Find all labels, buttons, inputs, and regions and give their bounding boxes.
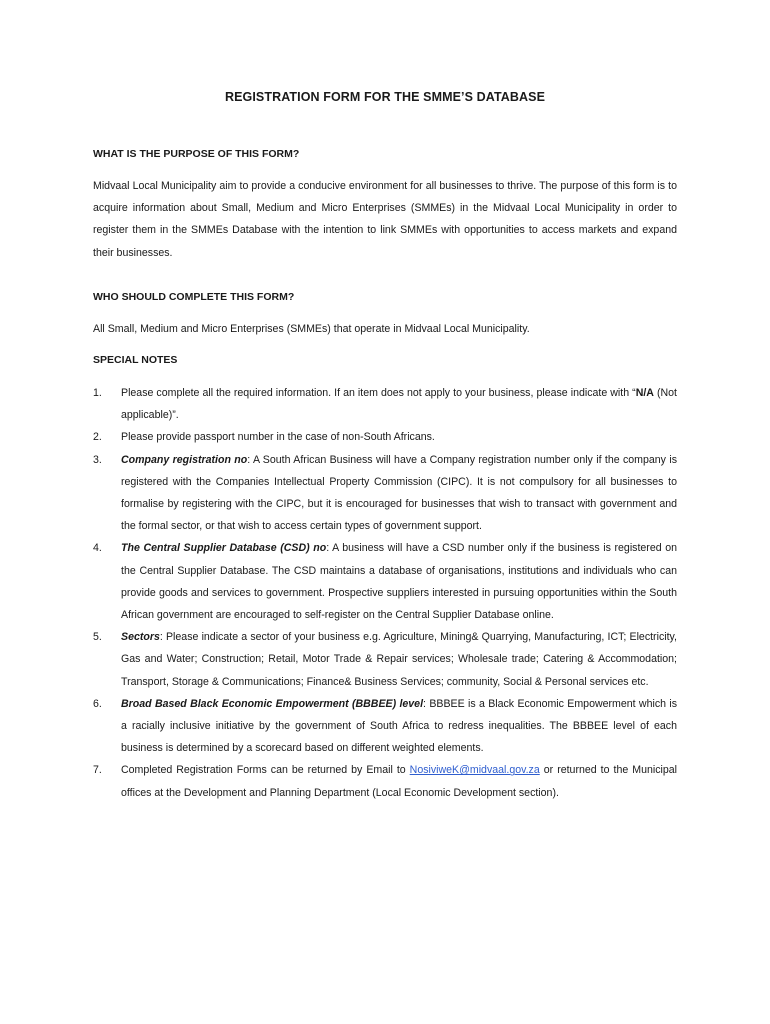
note-text-end: or returned to the Municipal offices at the Development and Planning Department (Local Economic Development section). — [121, 764, 677, 799]
note-term: Sectors — [121, 631, 160, 644]
note-text-end: (Not applicable)”. — [121, 387, 677, 422]
note-text: : BBBEE is a Black Economic Empowerment which is a racially inclusive initiative by the government of South Africa to redress inequalities. The BBBEE level of each business is determined by a scorecard based on different weighted elements. — [121, 697, 678, 755]
special-notes-heading: SPECIAL NOTES — [93, 354, 178, 366]
note-item-7 — [93, 759, 677, 803]
note-text: : Please indicate a sector of your business e.g. Agriculture, Mining& Quarrying, Manufacturing, ICT; Electricity, Gas and Water; Construction; Retail, Motor Trade & Repair services; Wholesale trade; Catering & Accommodation; Transport, Storage & Communications; Finance& Business Services; community, Social & Personal services etc. — [121, 631, 677, 688]
purpose-heading: WHAT IS THE PURPOSE OF THIS FORM? — [93, 148, 300, 160]
note-item-4 — [93, 537, 677, 626]
note-number: 5. — [93, 631, 102, 644]
note-text: Please complete all the required information. If an item does not apply to your business, please indicate with “ — [121, 387, 636, 399]
purpose-paragraph: Midvaal Local Municipality aim to provide a conducive environment for all businesses to thrive. The purpose of this form is to acquire information about Small, Medium and Micro Enterprises (SMMEs) in the Midvaal Local Municipality in order to register them in the SMMEs Database with the intention to link SMMEs with opportunities to access markets and expand their businesses. — [93, 180, 677, 259]
note-term: Company registration no — [121, 453, 248, 466]
who-heading: WHO SHOULD COMPLETE THIS FORM? — [93, 291, 295, 303]
note-text: Please provide passport number in the case of non-South Africans. — [121, 431, 435, 444]
na-label: N/A — [635, 387, 654, 399]
note-number: 3. — [93, 453, 102, 466]
who-paragraph: All Small, Medium and Micro Enterprises (SMMEs) that operate in Midvaal Local Municipality. — [93, 323, 530, 335]
note-item-2 — [93, 426, 677, 448]
note-item-3 — [93, 449, 677, 538]
page-title: REGISTRATION FORM FOR THE SMME’S DATABASE — [224, 90, 546, 104]
note-text: : A South African Business will have a Company registration number only if the company is registered with the Companies Intellectual Property Commission (CIPC). It is not compulsory for all businesses to formalise by registering with the CIPC, but it is encouraged for businesses that wish to transact with government and the formal sector, or that wish to access certain types of government support. — [121, 453, 677, 533]
note-term: Broad Based Black Economic Empowerment (BBBEE) level — [121, 697, 424, 710]
note-text: : A business will have a CSD number only if the business is registered on the Central Supplier Database. The CSD maintains a database of organisations, institutions and individuals who can provide goods and services to government. Prospective suppliers interested in pursuing opportunities within the South African government are encouraged to self-register on the Central Supplier Database online. — [121, 542, 678, 622]
note-item-1 — [93, 382, 677, 426]
note-number: 2. — [93, 431, 102, 444]
note-number: 1. — [93, 387, 102, 399]
note-item-5 — [93, 626, 677, 693]
note-term: The Central Supplier Database (CSD) no — [121, 542, 327, 555]
note-item-6 — [93, 693, 677, 760]
note-number: 6. — [93, 697, 102, 710]
note-number: 4. — [93, 542, 102, 555]
note-number: 7. — [93, 764, 102, 777]
note-text: Completed Registration Forms can be returned by Email to — [121, 764, 410, 777]
email-link[interactable]: NosiviweK@midvaal.gov.za — [409, 764, 540, 777]
special-notes-list — [93, 382, 677, 804]
